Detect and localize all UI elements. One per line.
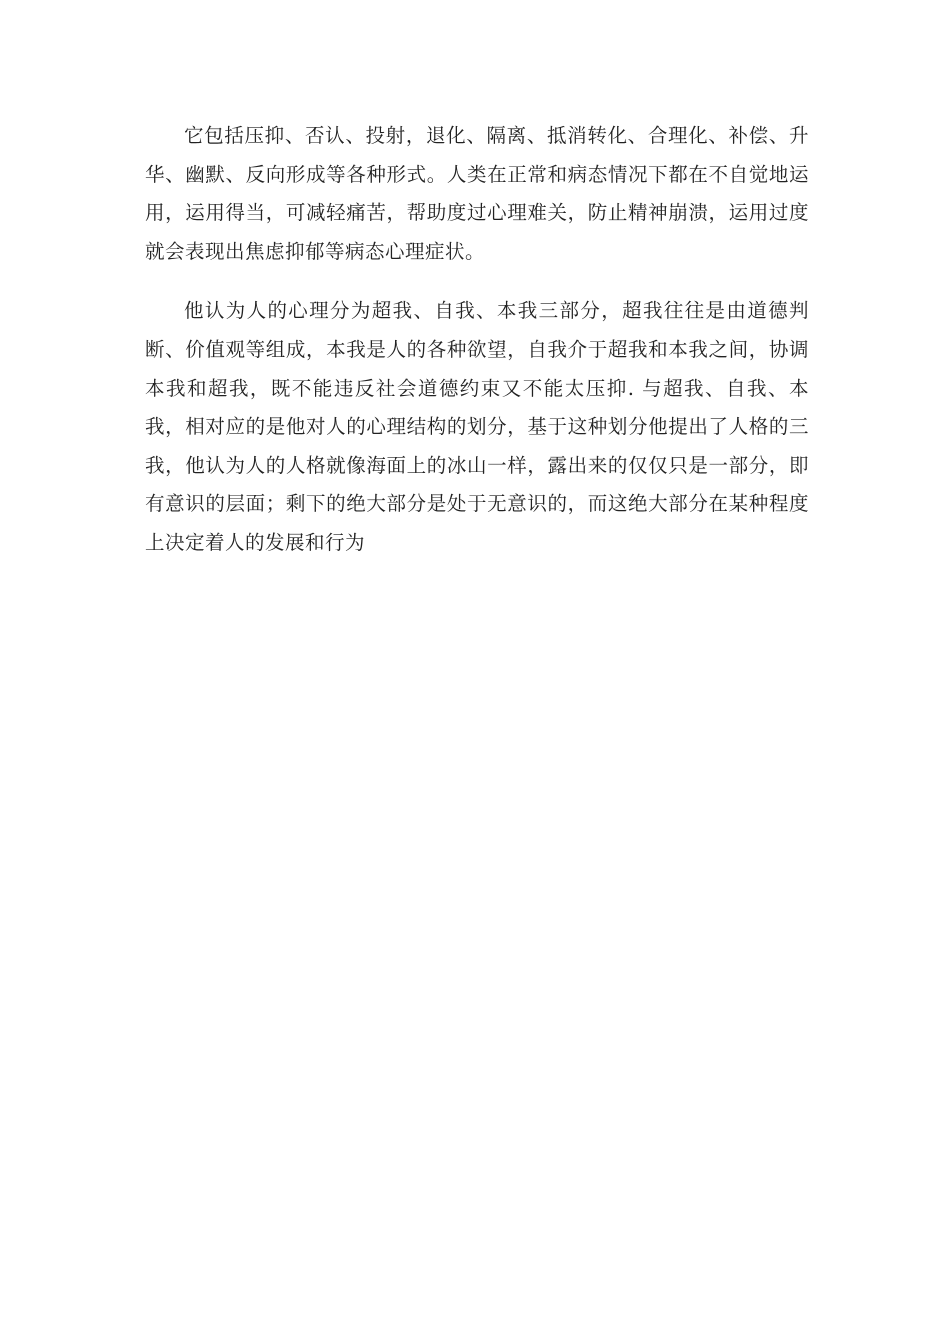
paragraph-defense-mechanisms: 它包括压抑、否认、投射，退化、隔离、抵消转化、合理化、补偿、升华、幽默、反向形成等各种形式。人类在正常和病态情况下都在不自觉地运用，运用得当，可减轻痛苦，帮助度过心理难关，防止精神崩溃，运用过度就会表现出焦虑抑郁等病态心理症状。: [145, 124, 809, 263]
paragraph-personality-structure: 他认为人的心理分为超我、自我、本我三部分，超我往往是由道德判断、价值观等组成，本我是人的各种欲望，自我介于超我和本我之间，协调本我和超我，既不能违反社会道德约束又不能太压抑. 与超我、自我、本我，相对应的是他对人的心理结构的划分，基于这种划分他提出了人格的三我，他认为人的人格就像海面上的冰山一样，露出来的仅仅只是一部分，即有意识的层面；剩下的绝大部分是处于无意识的，而这绝大部分在某种程度上决定着人的发展和行为: [145, 299, 809, 554]
document-body: [145, 117, 809, 584]
